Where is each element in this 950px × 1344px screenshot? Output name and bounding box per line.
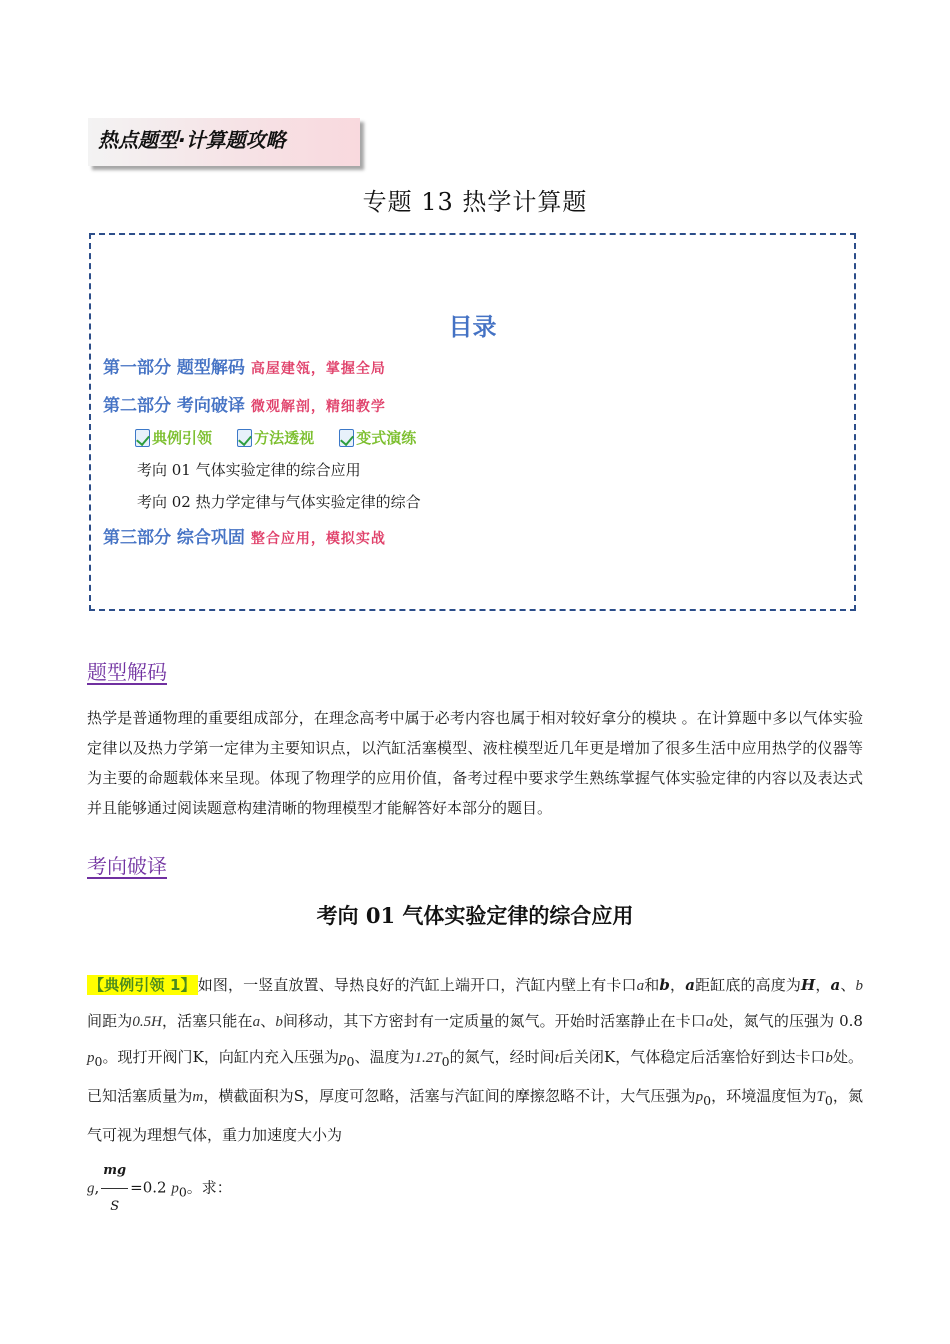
toc-heading: 目录: [448, 313, 497, 341]
sub-item-label: 变式演练: [356, 429, 417, 447]
fraction-mg-over-s: $\frac{mg}{S}$: [101, 1153, 128, 1224]
banner-title: 热点题型·计算题攻略: [98, 128, 286, 152]
toc-part-2[interactable]: [103, 391, 386, 416]
example-tag: 【典例引领 1】: [89, 976, 196, 994]
toc-part-desc: 高屋建瓴，掌握全局: [250, 361, 386, 377]
toc-part-1[interactable]: [103, 353, 386, 378]
intro-paragraph: 热学是普通物理的重要组成部分，在理念高考中属于必考内容也属于相对较好拿分的模块 。在计算题中多以气体实验定律以及热力学第一定律为主要知识点，以汽缸活塞模型、液柱模型近几年更是增加了很多生活中应用热学的仪器等为主要的命题载体来呈现。体现了物理学的应用价值，备考过程中要求学生熟练掌握气体实验定律的内容以及表达式并且能够通过阅读题意构建清晰的物理模型才能解答好本部分的题目。: [87, 709, 863, 817]
toc-part-desc: 微观解剖，精细教学: [250, 399, 386, 415]
toc-entry-2[interactable]: 考向 02 热力学定律与气体实验定律的综合: [137, 493, 421, 511]
topic-subtitle: 考向 01 气体实验定律的综合应用: [316, 903, 634, 928]
toc-sub-item-method[interactable]: [237, 427, 314, 448]
checked-document-icon: [237, 429, 252, 447]
toc-part-3[interactable]: [103, 523, 386, 548]
toc-part-label: 第二部分 考向破译: [103, 396, 245, 416]
checked-document-icon: [135, 429, 150, 447]
example-problem: 【典例引领 1】 如图，一竖直放置、导热良好的汽缸上端开口，汽缸内壁上有卡口a和b，a距缸底的高度为H，a、b间距为0.5H，活塞只能在a、b间移动，其下方密封有一定质量的氮气。开始时活塞静止在卡口a处，氮气的压强为 0.8 $p_0$。现打开阀门K，向缸内充入压强为$p_0$、温度为$1.2T_0$的氮气，经时间t后关闭K，气体稳定后活塞恰好到达卡口b处。已知活塞质量为m，横截面积为S，厚度可忽略，活塞与汽缸间的摩擦忽略不计，大气压强为$p_0$，环境温度恒为$T_0$，氮气可视为理想气体，重力加速度大小为 g, $\frac{mg}{S}$ =0.2 $p_0$。求：: [87, 968, 863, 1224]
section-heading-2: 考向破译: [87, 854, 167, 878]
toc-entry-1[interactable]: 考向 01 气体实验定律的综合应用: [137, 461, 361, 479]
checked-document-icon: [339, 429, 354, 447]
sub-item-label: 方法透视: [254, 429, 315, 447]
toc-sub-items: [135, 427, 436, 451]
toc-sub-item-practice[interactable]: [339, 427, 416, 448]
toc-sub-item-example[interactable]: [135, 427, 212, 448]
document-title: 专题 13 热学计算题: [362, 188, 588, 216]
table-of-contents: [89, 233, 856, 611]
toc-part-label: 第一部分 题型解码: [103, 358, 245, 378]
section-heading-1: 题型解码: [87, 660, 167, 684]
toc-part-label: 第三部分 综合巩固: [103, 528, 245, 548]
sub-item-label: 典例引领: [152, 429, 213, 447]
toc-part-desc: 整合应用，模拟实战: [250, 531, 386, 547]
section-banner: [88, 118, 360, 166]
